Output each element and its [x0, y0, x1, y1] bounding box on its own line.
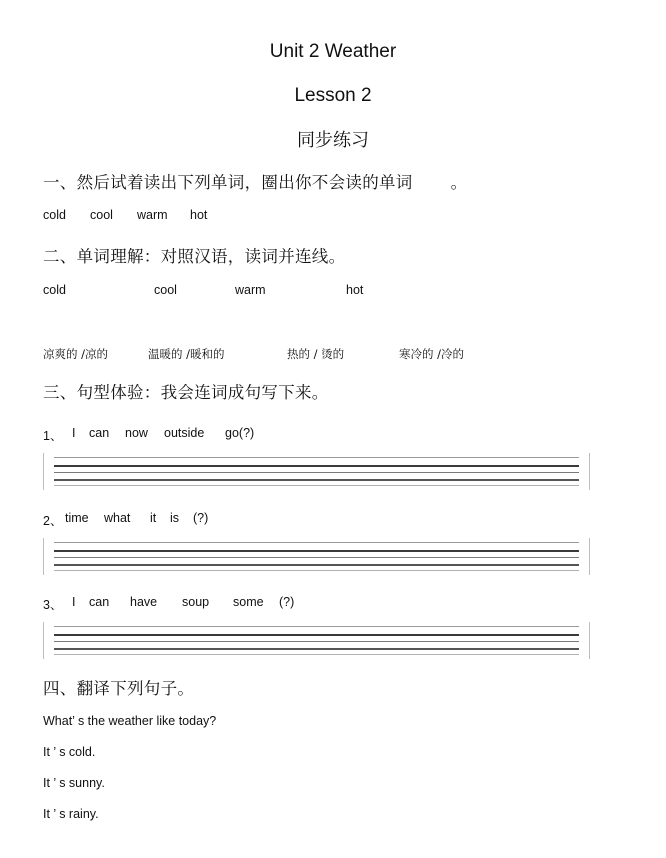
- scrambled-word: go(?): [225, 426, 255, 440]
- part2-meaning: 温暖的 /暖和的: [148, 347, 225, 361]
- translate-sentence: What’ s the weather like today?: [43, 714, 217, 728]
- translate-sentence: It ’ s rainy.: [43, 807, 99, 821]
- part1-heading: [43, 169, 467, 193]
- scrambled-word: time: [65, 511, 89, 525]
- translate-sentence: It ’ s cold.: [43, 745, 96, 759]
- part2-meaning: 凉爽的 /凉的: [43, 347, 109, 361]
- part1-word: cool: [90, 208, 113, 222]
- part1-word: cold: [43, 208, 66, 222]
- scrambled-word: what: [104, 511, 131, 525]
- part1-heading-tail: 。: [450, 173, 468, 192]
- unit-title: Unit 2 Weather: [269, 41, 397, 62]
- answer-writing-lines[interactable]: [43, 453, 590, 490]
- item-number: 3、: [43, 598, 63, 612]
- item-number: 1、: [43, 429, 63, 443]
- scrambled-word: it: [150, 511, 157, 525]
- lesson-title: Lesson 2: [294, 85, 372, 106]
- scrambled-word: (?): [279, 595, 295, 609]
- answer-writing-lines[interactable]: [43, 622, 590, 659]
- scrambled-word: can: [89, 595, 110, 609]
- part2-meaning: 寒冷的 /冷的: [399, 347, 465, 361]
- scrambled-word: can: [89, 426, 110, 440]
- scrambled-word: some: [233, 595, 264, 609]
- part1-word: warm: [137, 208, 168, 222]
- scrambled-word: now: [125, 426, 148, 440]
- part1-word: hot: [190, 208, 208, 222]
- scrambled-word: I: [72, 426, 76, 440]
- part2-meaning: 热的 / 烫的: [287, 347, 345, 361]
- part4-heading: 四、翻译下列句子。: [43, 679, 195, 698]
- part2-heading: 二、单词理解：对照汉语，读词并连线。: [43, 247, 346, 266]
- part2-word: cool: [154, 283, 177, 297]
- page-subtitle: 同步练习: [297, 130, 369, 151]
- scrambled-word: outside: [164, 426, 205, 440]
- scrambled-word: soup: [182, 595, 210, 609]
- part3-heading: 三、句型体验：我会连词成句写下来。: [43, 383, 329, 402]
- part1-heading-text: 一、然后试着读出下列单词，圈出你不会读的单词: [43, 173, 413, 192]
- translate-sentence: It ’ s sunny.: [43, 776, 105, 790]
- scrambled-word: (?): [193, 511, 209, 525]
- item-number: 2、: [43, 514, 63, 528]
- part2-word: warm: [235, 283, 266, 297]
- scrambled-word: have: [130, 595, 158, 609]
- scrambled-word: is: [170, 511, 180, 525]
- part2-word: hot: [346, 283, 364, 297]
- part2-word: cold: [43, 283, 66, 297]
- scrambled-word: I: [72, 595, 76, 609]
- answer-writing-lines[interactable]: [43, 538, 590, 575]
